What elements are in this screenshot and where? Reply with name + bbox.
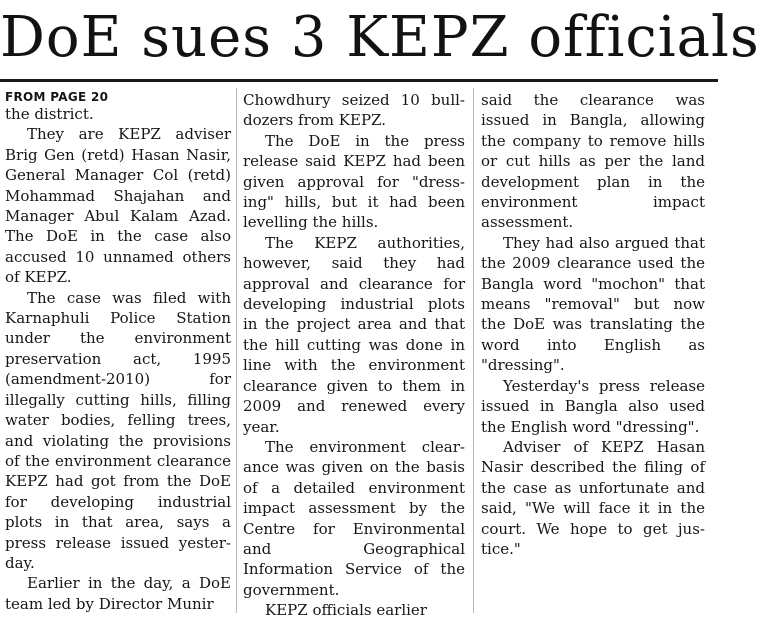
- paragraph: Yesterday's press release issued in Bangla also used the English word "dressing".: [481, 376, 705, 436]
- article-column-3: [481, 90, 705, 610]
- paragraph: KEPZ officials earlier: [265, 601, 427, 620]
- paragraph: The case was filed with Karnaphuli Police Station under the environment preservation act, 1995 (amendment-2010) for illegally cutting hills, filling water bodies, felling trees, and violating the provisions of the environment clearance KEPZ had got from the DoE for developing industrial plots in that area, says a press release issued yesterday.: [5, 288, 231, 572]
- paragraph: They had also argued that the 2009 clearance used the Bangla word "mochon" that means "removal" but now the DoE was translating the word into English as "dressing".: [481, 233, 705, 375]
- kicker: FROM PAGE 20: [5, 90, 109, 104]
- paragraph: said the clearance was issued in Bangla, allowing the company to remove hills or cut hills as per the land development plan in the environment impact assessment.: [481, 91, 705, 232]
- paragraph: The environment clearance was given on the basis of a detailed environment impact assessment by the Centre for Environmental and Geographical Information Service of the government.: [243, 437, 465, 599]
- headline: DoE sues 3 KEPZ officials: [0, 5, 760, 70]
- paragraph: They are KEPZ adviser Brig Gen (retd) Hasan Nasir, General Manager Col (retd) Mohammad Shajahan and Manager Abul Kalam Azad. The DoE in the case also accused 10 unnamed others of KEPZ.: [5, 125, 231, 287]
- paragraph: the district.: [5, 105, 94, 123]
- column-divider: [473, 88, 474, 613]
- paragraph: The KEPZ authorities, however, said they had approval and clearance for developing industrial plots in the project area and that the hill cutting was done in line with the environment clearance given to them in 2009 and renewed every year.: [243, 233, 465, 436]
- paragraph: Earlier in the day, a DoE team led by Director Munir: [5, 574, 231, 613]
- paragraph: The DoE in the press release said KEPZ had been given approval for "dressing" hills, but it had been levelling the hills.: [243, 131, 465, 232]
- paragraph: Chowdhury seized 10 bulldozers from KEPZ.: [243, 91, 465, 130]
- article-column-2: [243, 90, 465, 620]
- paragraph: Adviser of KEPZ Hasan Nasir described the filing of the case as unfortunate and said, "We will face it in the court. We hope to get justice.": [481, 437, 705, 558]
- article-column-1: [5, 90, 231, 613]
- column-divider: [236, 88, 237, 613]
- headline-rule: [0, 79, 718, 82]
